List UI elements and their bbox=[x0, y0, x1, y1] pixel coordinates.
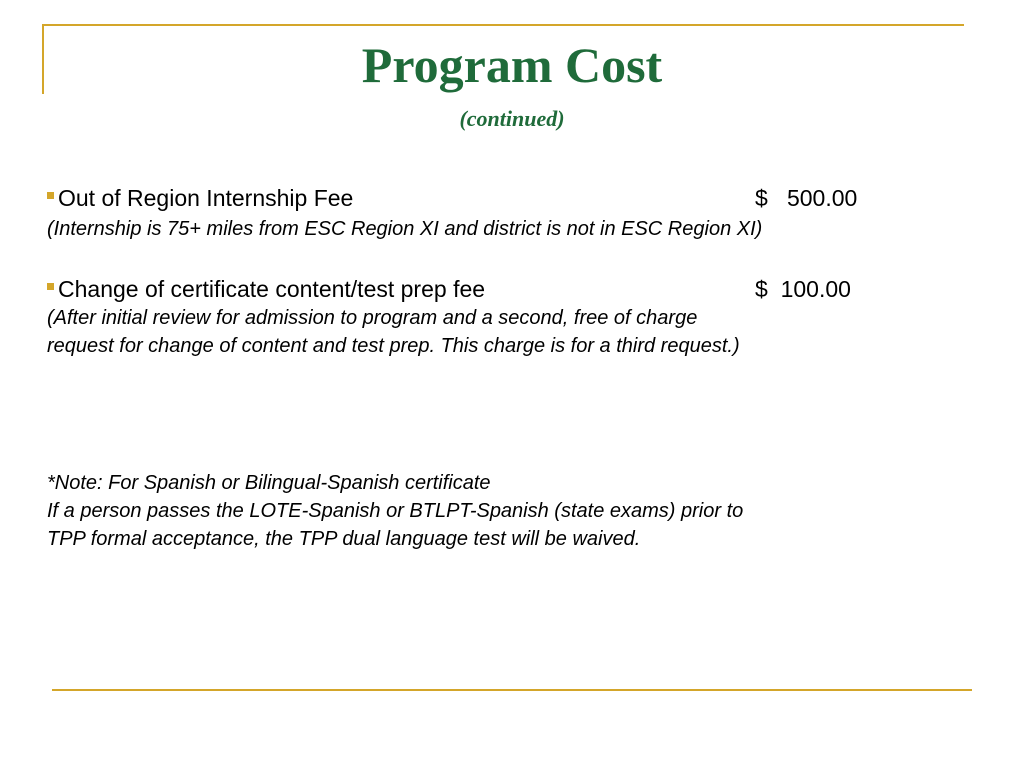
fee-note: (Internship is 75+ miles from ESC Region XI and district is not in ESC Region XI) bbox=[47, 218, 763, 240]
fee-amount: $ 100.00 bbox=[755, 276, 851, 302]
square-bullet-icon bbox=[47, 283, 54, 290]
top-border-line bbox=[42, 24, 964, 26]
slide-title: Program Cost bbox=[361, 37, 663, 93]
fee-label: Change of certificate content/test prep fee bbox=[58, 276, 486, 302]
fee-note: (After initial review for admission to program and a second, free of charge request for change of content and test prep. This charge is for a third request.) bbox=[47, 307, 740, 357]
fee-label: Out of Region Internship Fee bbox=[58, 185, 354, 211]
footnote-body: If a person passes the LOTE-Spanish or BTLPT-Spanish (state exams) prior to TPP formal acceptance, the TPP dual language test will be waived. bbox=[47, 500, 744, 550]
footnote-heading: *Note: For Spanish or Bilingual-Spanish certificate bbox=[47, 472, 491, 494]
bottom-border-line bbox=[52, 689, 972, 691]
fee-amount: $ 500.00 bbox=[755, 185, 858, 211]
square-bullet-icon bbox=[47, 192, 54, 199]
fee-item-internship bbox=[47, 184, 353, 212]
slide-subtitle: (continued) bbox=[459, 106, 565, 131]
fee-item-certificate-change bbox=[47, 275, 485, 303]
